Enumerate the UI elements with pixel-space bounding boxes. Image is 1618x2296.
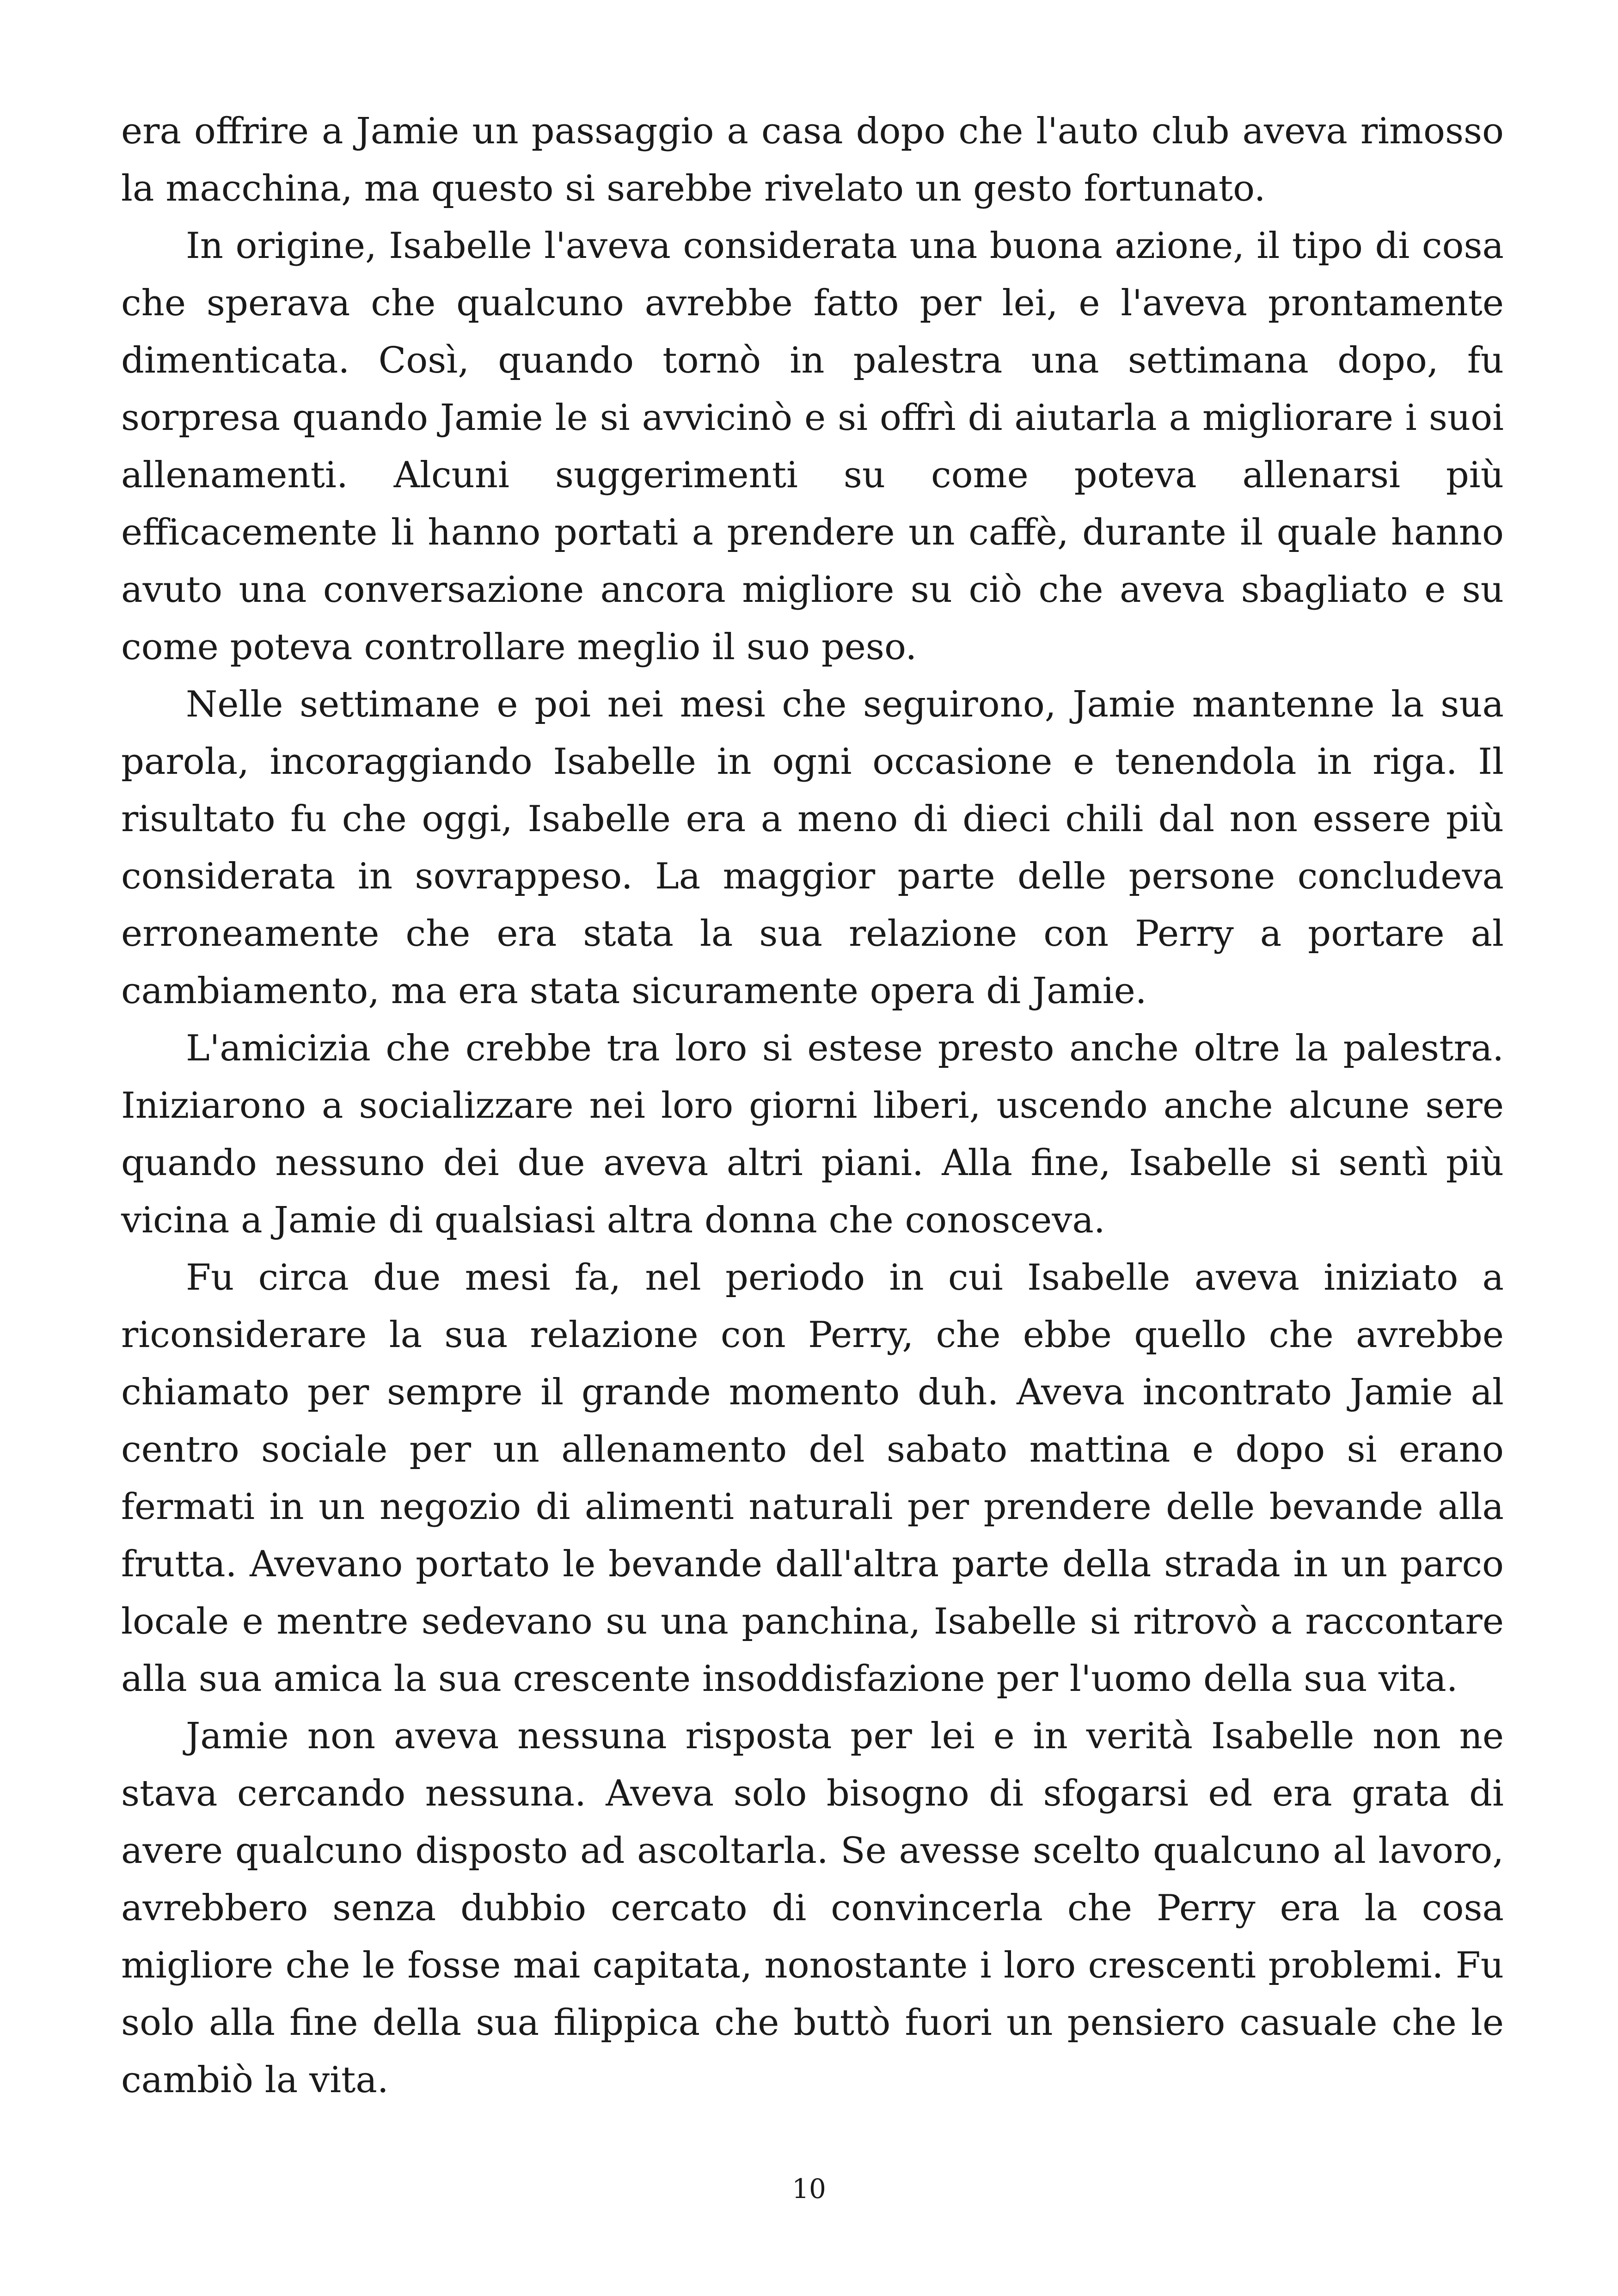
paragraph: Nelle settimane e poi nei mesi che seguirono, Jamie mantenne la sua parola, incoraggiando Isabelle in ogni occasione e tenendola in riga. Il risultato fu che oggi, Isabelle era a meno di dieci chili dal non essere più considerata in sovrappeso. La maggior parte delle persone concludeva erroneamente che era stata la sua relazione con Perry a portare al cambiamento, ma era stata sicuramente opera di Jamie. [121,684,1504,1012]
page-number: 10 [792,2173,826,2204]
paragraph: L'amicizia che crebbe tra loro si estese presto anche oltre la palestra. Iniziarono a socializzare nei loro giorni liberi, uscendo anche alcune sere quando nessuno dei due aveva altri piani. Alla fine, Isabelle si sentì più vicina a Jamie di qualsiasi altra donna che conosceva. [121,1028,1504,1241]
paragraph-continued: era offrire a Jamie un passaggio a casa dopo che l'auto club aveva rimosso la macchina, ma questo si sarebbe rivelato un gesto fortunato. [121,110,1504,209]
body-text [121,103,1504,2109]
paragraph: Jamie non aveva nessuna risposta per lei e in verità Isabelle non ne stava cercando nessuna. Aveva solo bisogno di sfogarsi ed era grata di avere qualcuno disposto ad ascoltarla. Se avesse scelto qualcuno al lavoro, avrebbero senza dubbio cercato di convincerla che Perry era la cosa migliore che le fosse mai capitata, nonostante i loro crescenti problemi. Fu solo alla fine della sua filippica che buttò fuori un pensiero casuale che le cambiò la vita. [121,1715,1504,2101]
paragraph: In origine, Isabelle l'aveva considerata una buona azione, il tipo di cosa che sperava che qualcuno avrebbe fatto per lei, e l'aveva prontamente dimenticata. Così, quando tornò in palestra una settimana dopo, fu sorpresa quando Jamie le si avvicinò e si offrì di aiutarla a migliorare i suoi allenamenti. Alcuni suggerimenti su come poteva allenarsi più efficacemente li hanno portati a prendere un caffè, durante il quale hanno avuto una conversazione ancora migliore su ciò che aveva sbagliato e su come poteva controllare meglio il suo peso. [121,225,1504,668]
paragraph: Fu circa due mesi fa, nel periodo in cui Isabelle aveva iniziato a riconsiderare la sua relazione con Perry, che ebbe quello che avrebbe chiamato per sempre il grande momento duh. Aveva incontrato Jamie al centro sociale per un allenamento del sabato mattina e dopo si erano fermati in un negozio di alimenti naturali per prendere delle bevande alla frutta. Avevano portato le bevande dall'altra parte della strada in un parco locale e mentre sedevano su una panchina, Isabelle si ritrovò a raccontare alla sua amica la sua crescente insoddisfazione per l'uomo della sua vita. [121,1257,1504,1700]
